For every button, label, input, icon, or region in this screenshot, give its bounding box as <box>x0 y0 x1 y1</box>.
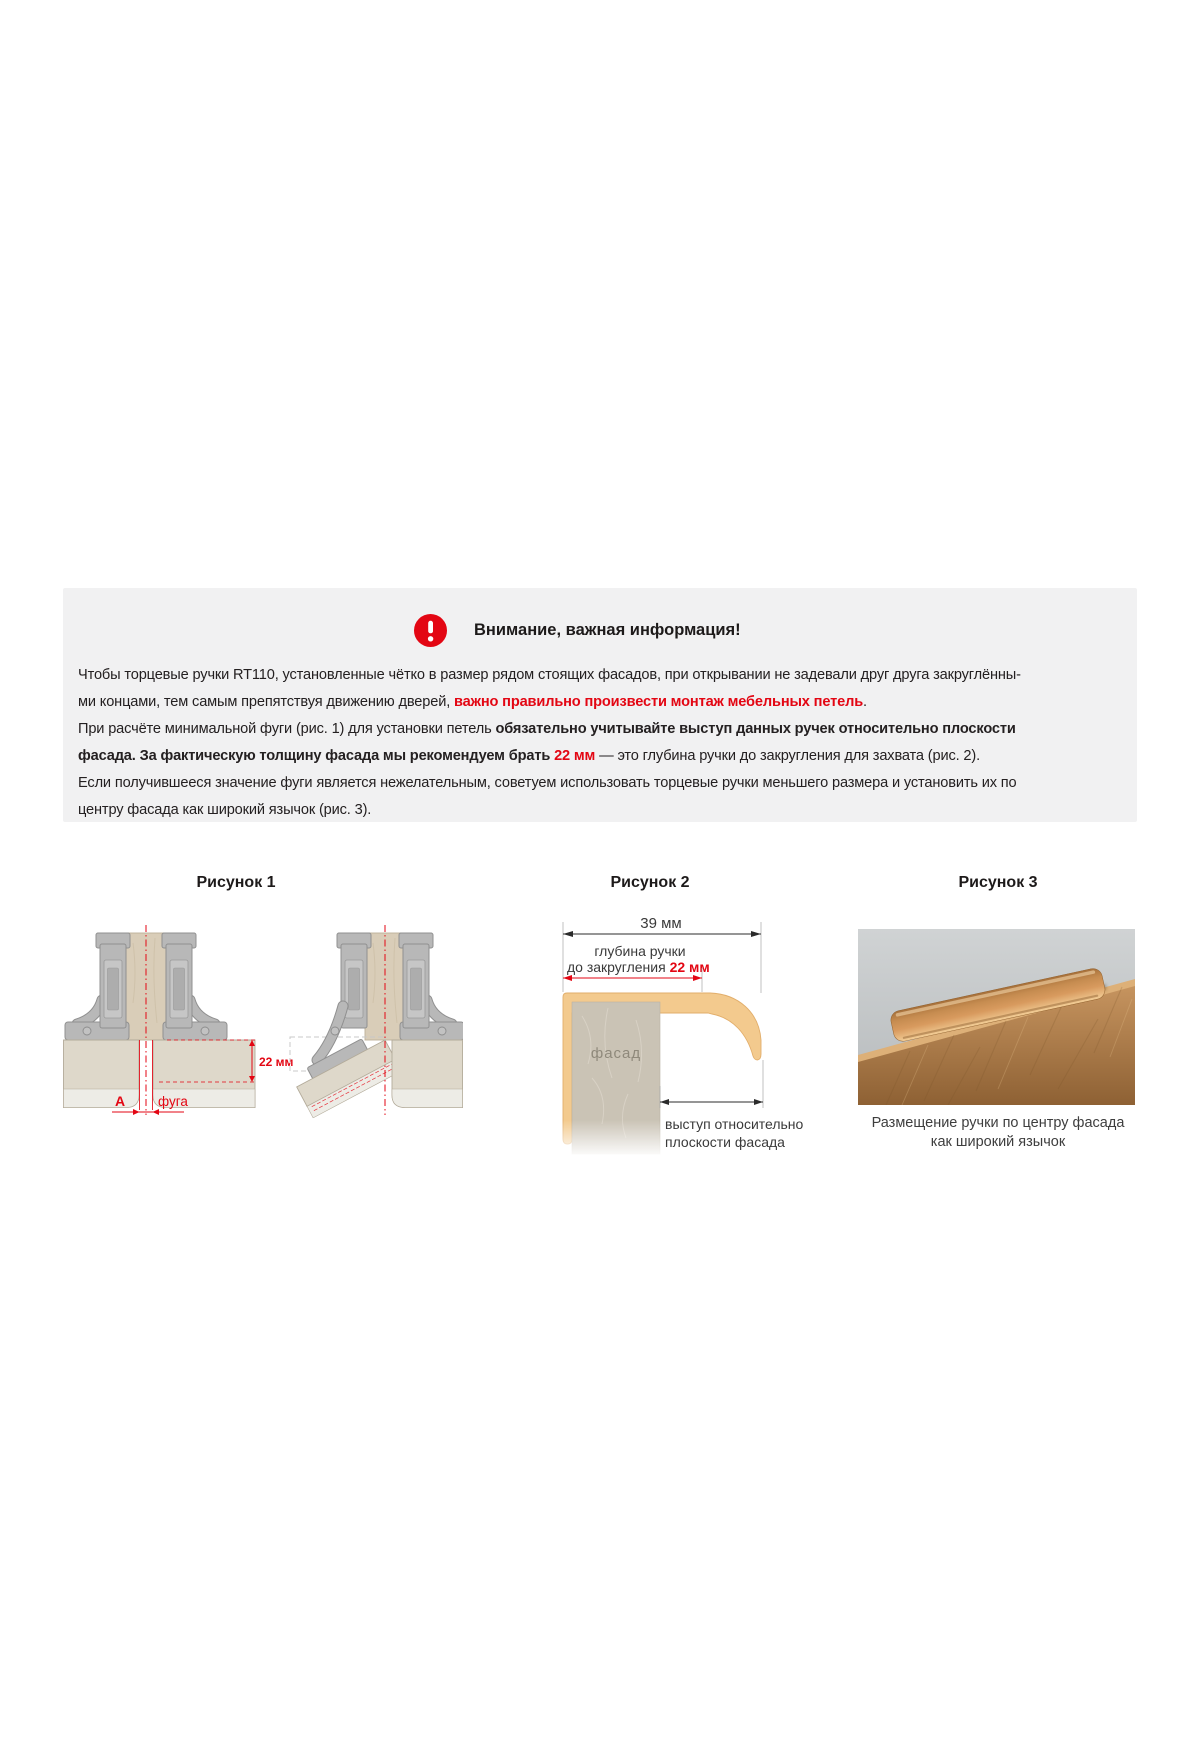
figure-3-caption <box>858 1114 1138 1152</box>
warning-text-line: центру фасада как широкий язычок (рис. 3). <box>78 802 372 818</box>
hinge-right2-icon <box>399 933 463 1040</box>
warning-text-line: Если получившееся значение фуги является нежелательным, советуем использовать торцевые ручки меньшего размера и установить их по <box>78 775 1017 791</box>
figure-3-title: Рисунок 3 <box>958 874 1038 891</box>
figure-2-title: Рисунок 2 <box>610 874 690 891</box>
warning-text-line: фасада. За фактическую толщину фасада мы рекомендуем брать 22 мм — это глубина ручки до закругления для захвата (рис. 2). <box>78 748 980 764</box>
fig2-width-label: 39 мм <box>640 915 682 932</box>
exclamation-circle-icon <box>414 614 447 647</box>
hinge-left-icon <box>65 933 130 1040</box>
warning-text-line: Чтобы торцевые ручки RT110, установленные чётко в размер рядом стоящих фасадов, при открывании не задевали друг друга закруглённы- <box>78 667 1021 683</box>
fig2-depth-caption-line1: глубина ручки <box>594 943 686 959</box>
fig1-gap-letter-label: A <box>114 1093 126 1109</box>
figure-1-title: Рисунок 1 <box>196 874 276 891</box>
fig1-gap-label: фуга <box>158 1094 188 1109</box>
fig2-facade-label: фасад <box>590 1045 642 1062</box>
figure-3-photo <box>858 929 1135 1105</box>
warning-text-line: При расчёте минимальной фуги (рис. 1) для установки петель обязательно учитывайте выступ данных ручек относительно плоскости <box>78 721 1016 737</box>
figure-2-diagram <box>540 908 830 1163</box>
figure-1-diagram <box>63 918 463 1118</box>
warning-title: Внимание, важная информация! <box>474 621 741 639</box>
hinge-right-icon <box>162 933 227 1040</box>
fig1-closed-doors-diagram <box>64 925 294 1115</box>
figure-3-caption-line1: Размещение ручки по центру фасада <box>871 1115 1125 1131</box>
fig2-protrusion-line2: плоскости фасада <box>665 1134 785 1150</box>
fig2-protrusion-line1: выступ относительно <box>665 1116 804 1132</box>
fig1-depth-label: 22 мм <box>259 1055 294 1069</box>
warning-box <box>63 588 1137 822</box>
fig2-depth-caption-line2: до закругления 22 мм <box>567 959 710 975</box>
fig1-open-door-diagram <box>290 925 463 1118</box>
warning-paragraph <box>78 662 1128 824</box>
warning-text-line: ми концами, тем самым препятствуя движению дверей, важно правильно произвести монтаж мебельных петель. <box>78 694 867 710</box>
figure-3-caption-line2: как широкий язычок <box>930 1134 1066 1150</box>
